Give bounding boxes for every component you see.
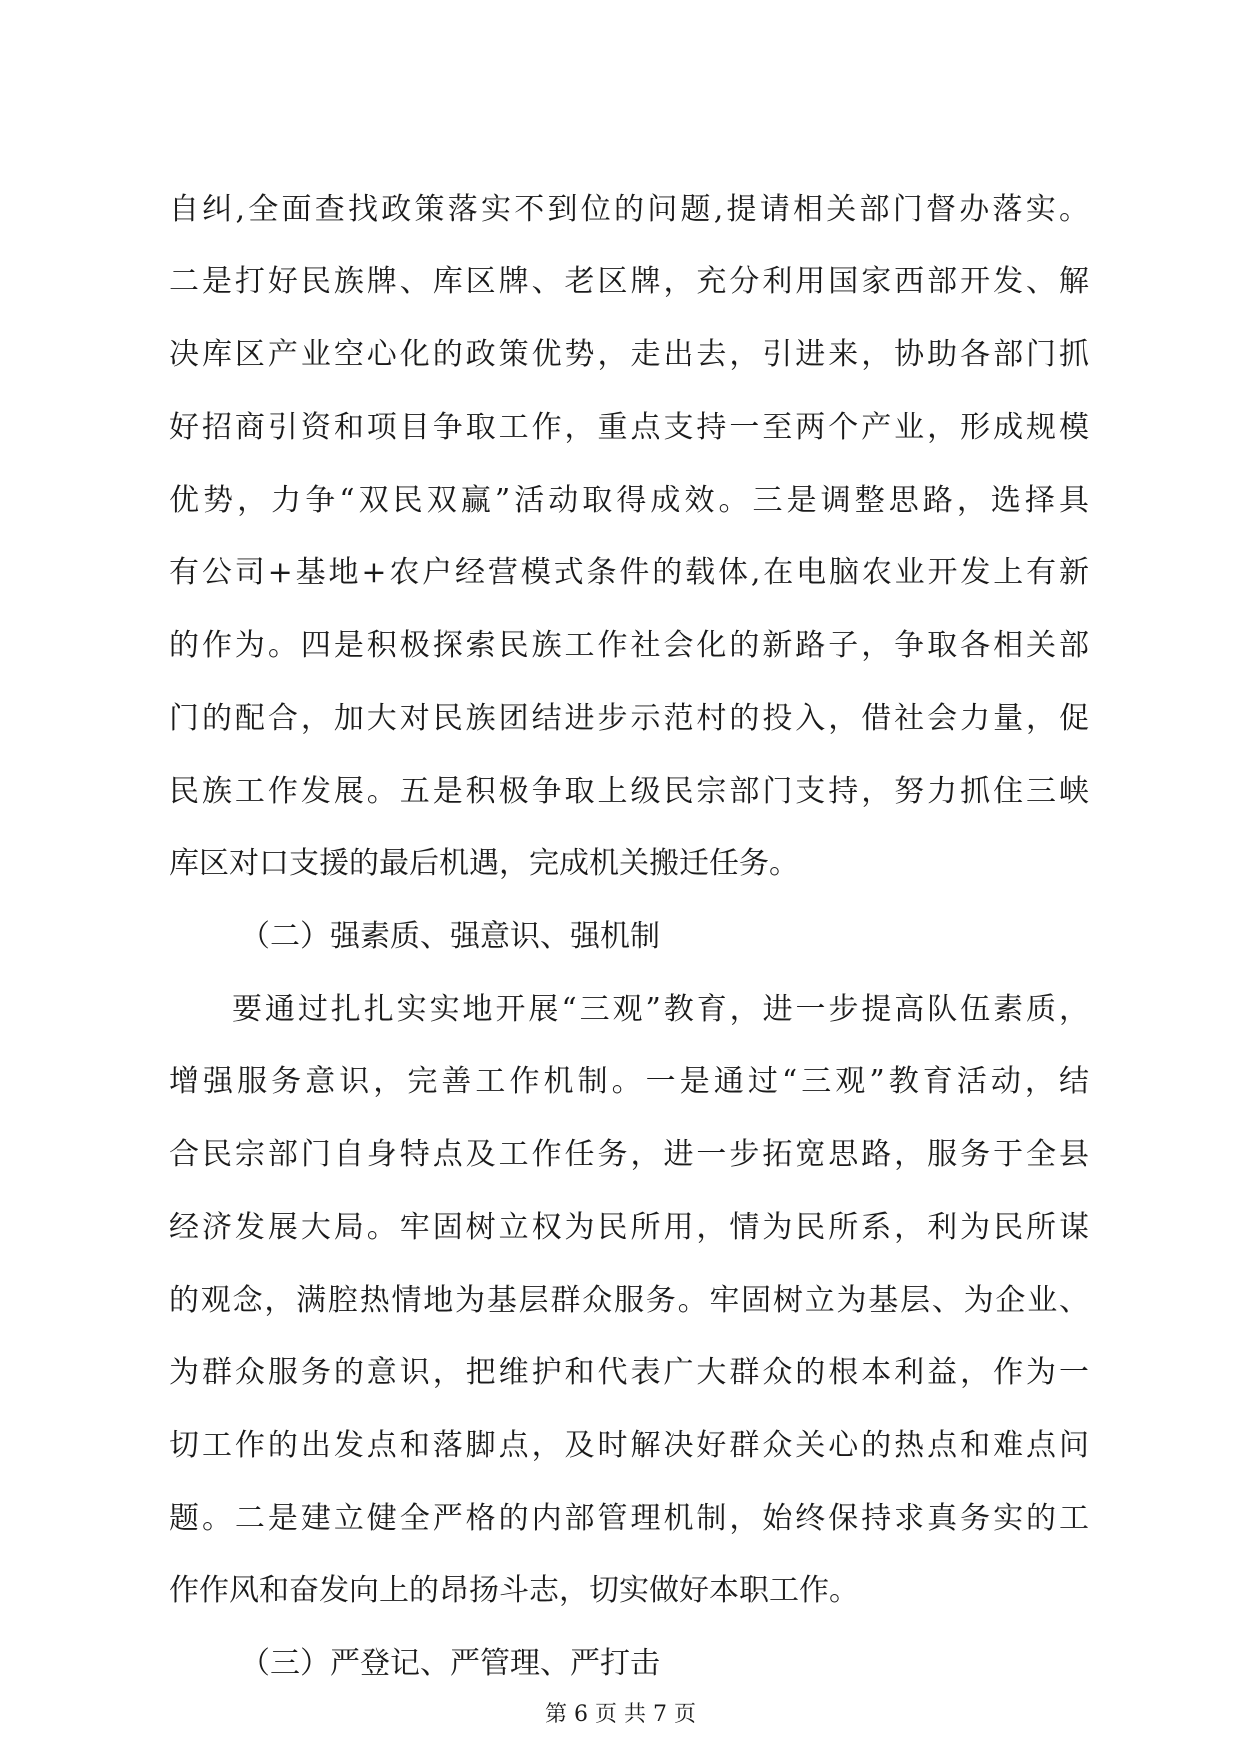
paragraph-line: 的观念，满腔热情地为基层群众服务。牢固树立为基层、为企业、	[169, 1283, 1089, 1318]
paragraph-line: 民族工作发展。五是积极争取上级民宗部门支持，努力抓住三峡	[169, 774, 1089, 809]
paragraph-line: 自纠,全面查找政策落实不到位的问题,提请相关部门督办落实。	[169, 192, 1089, 227]
paragraph-line: 二是打好民族牌、库区牌、老区牌，充分利用国家西部开发、解	[169, 264, 1089, 299]
paragraph-line: 好招商引资和项目争取工作，重点支持一至两个产业，形成规模	[169, 410, 1089, 445]
page-footer: 第 6 页 共 7 页	[545, 1702, 696, 1727]
paragraph-line: 为群众服务的意识，把维护和代表广大群众的根本利益，作为一	[169, 1355, 1089, 1390]
section-heading: （二）强素质、强意识、强机制	[240, 919, 660, 954]
paragraph-line: 门的配合，加大对民族团结进步示范村的投入，借社会力量，促	[169, 701, 1089, 736]
paragraph-line: 经济发展大局。牢固树立权为民所用，情为民所系，利为民所谋	[169, 1210, 1089, 1245]
section-heading: （三）严登记、严管理、严打击	[240, 1646, 660, 1681]
paragraph-line: 要通过扎扎实实地开展“三观”教育，进一步提高队伍素质，	[232, 992, 1089, 1027]
paragraph-line: 切工作的出发点和落脚点，及时解决好群众关心的热点和难点问	[169, 1428, 1089, 1463]
paragraph-line: 有公司+基地+农户经营模式条件的载体,在电脑农业开发上有新	[169, 555, 1089, 590]
paragraph-line: 增强服务意识，完善工作机制。一是通过“三观”教育活动，结	[169, 1064, 1089, 1099]
paragraph-line: 库区对口支援的最后机遇，完成机关搬迁任务。	[169, 846, 799, 881]
paragraph-line: 合民宗部门自身特点及工作任务，进一步拓宽思路，服务于全县	[169, 1137, 1089, 1172]
paragraph-line: 的作为。四是积极探索民族工作社会化的新路子，争取各相关部	[169, 628, 1089, 663]
paragraph-line: 作作风和奋发向上的昂扬斗志，切实做好本职工作。	[169, 1573, 859, 1608]
paragraph-line: 题。二是建立健全严格的内部管理机制，始终保持求真务实的工	[169, 1501, 1089, 1536]
paragraph-line: 优势，力争“双民双赢”活动取得成效。三是调整思路，选择具	[169, 483, 1089, 518]
paragraph-line: 决库区产业空心化的政策优势，走出去，引进来，协助各部门抓	[169, 337, 1089, 372]
